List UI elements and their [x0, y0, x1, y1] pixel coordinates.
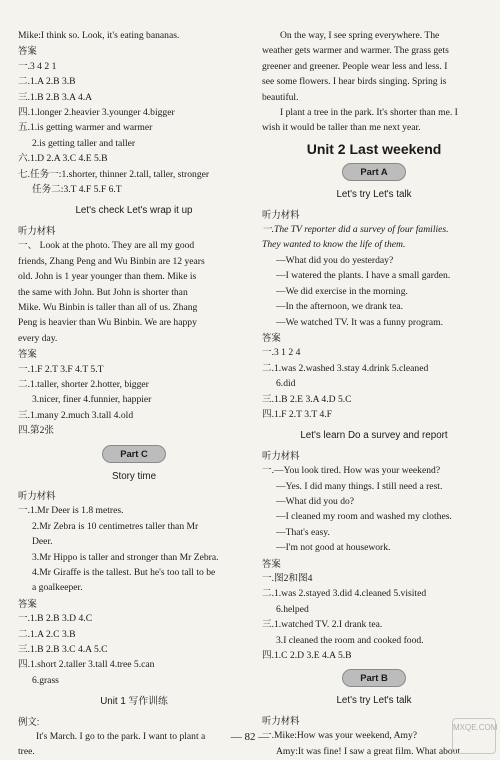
answers-label: 答案 — [18, 348, 37, 360]
answer-line: 3.nicer, finer 4.funnier, happier — [32, 394, 152, 406]
answer-line: 五.1.is getting warmer and warmer — [18, 122, 153, 134]
listening-line: 一.1.Mr Deer is 1.8 metres. — [18, 505, 124, 517]
passage-line: every day. — [18, 332, 58, 344]
listening-label: 听力材料 — [18, 224, 56, 236]
answer-line: 3.I cleaned the room and cooked food. — [276, 634, 424, 646]
listening-line: 一.—You look tired. How was your weekend? — [262, 465, 441, 477]
passage-line: Mike. Wu Binbin is taller than all of us. Zhang — [18, 301, 198, 313]
section-title-check: Let's check Let's wrap it up — [75, 205, 193, 217]
example-line: It's March. I go to the park. I want to plant a — [36, 731, 206, 743]
essay-line: On the way, I see spring everywhere. The — [280, 30, 440, 41]
answer-line: 6.helped — [276, 603, 309, 615]
answer-line: 一.3 1 2 4 — [262, 347, 301, 359]
listening-label: 听力材料 — [262, 208, 300, 220]
listening-line: —What did you do? — [276, 495, 355, 507]
listening-label: 听力材料 — [262, 714, 300, 726]
answer-line: 2.is getting taller and taller — [32, 137, 136, 149]
answer-line: 6.grass — [32, 674, 59, 686]
answer-line: 三.1.B 2.B 3.A 4.A — [18, 91, 93, 103]
listening-line: 4.Mr Giraffe is the tallest. But he's too tall to be — [32, 567, 216, 578]
left-column — [18, 28, 250, 760]
listening-line: —We watched TV. It was a funny program. — [276, 316, 443, 328]
essay-line: beautiful. — [262, 91, 299, 103]
part-c-badge: Part C — [102, 445, 166, 463]
listening-line: They wanted to know the life of them. — [262, 239, 406, 251]
essay-line: greener and greener. People wear less and less. I — [262, 60, 448, 72]
answer-line: 三.1.many 2.much 3.tall 4.old — [18, 409, 134, 421]
listening-label: 听力材料 — [18, 489, 56, 501]
listening-line: 一.Mike:How was your weekend, Amy? — [262, 730, 418, 742]
answers-label: 答案 — [262, 331, 281, 343]
part-b-badge: Part B — [342, 669, 406, 687]
listening-line: a goalkeeper. — [32, 582, 83, 594]
part-a-badge: Part A — [342, 163, 406, 181]
answer-line: 任务二:3.T 4.F 5.F 6.T — [32, 184, 122, 196]
right-column — [262, 28, 486, 759]
answer-line: 三.1.B 2.B 3.C 4.A 5.C — [18, 644, 108, 656]
listening-line: 一.The TV reporter did a survey of four families. — [262, 224, 449, 236]
answers-label: 答案 — [18, 45, 37, 57]
section-title-try-talk: Let's try Let's talk — [336, 189, 412, 201]
listening-line: 3.Mr Hippo is taller and stronger than Mr Zebra. — [32, 551, 219, 563]
listening-line: 2.Mr Zebra is 10 centimetres taller than Mr — [32, 520, 199, 532]
listening-line: —What did you do yesterday? — [276, 254, 394, 266]
listening-line: —We did exercise in the morning. — [276, 285, 408, 297]
answer-line: 一.图2和图4 — [262, 573, 313, 584]
answer-line: 四.第2张 — [18, 425, 54, 437]
answer-line: 四.1.longer 2.heavier 3.younger 4.bigger — [18, 107, 175, 119]
answer-line: 二.1.taller, shorter 2.hotter, bigger — [18, 378, 149, 390]
passage-line: 一、 Look at the photo. They are all my good — [18, 240, 195, 252]
listening-passage — [18, 238, 250, 346]
answer-line: 二.1.A 2.B 3.B — [18, 76, 76, 88]
section-title-try-talk-b: Let's try Let's talk — [336, 695, 412, 707]
answer-line: 一.1.F 2.T 3.F 4.T 5.T — [18, 363, 104, 375]
answer-line: 二.1.was 2.washed 3.stay 4.drink 5.cleaned — [262, 362, 429, 374]
listening-line: —That's easy. — [276, 526, 330, 538]
watermark-logo: MXQE.COM — [452, 718, 496, 754]
answer-line: 二.1.A 2.C 3.B — [18, 628, 76, 640]
answer-line: 三.1.B 2.E 3.A 4.D 5.C — [262, 393, 352, 405]
listening-label: 听力材料 — [262, 449, 300, 461]
answer-line: 二.1.was 2.stayed 3.did 4.cleaned 5.visited — [262, 588, 427, 600]
page-number: — 82 — — [230, 731, 270, 743]
essay-line: wish it would be taller than me next year. — [262, 122, 421, 134]
example-line: tree. — [18, 746, 35, 758]
answer-line: 七.任务一:1.shorter, thinner 2.tall, taller, stronger — [18, 168, 210, 180]
answers-label: 答案 — [18, 597, 37, 609]
listening-line: —Yes. I did many things. I still need a rest. — [276, 480, 443, 492]
dialogue-line: Mike:I think so. Look, it's eating bananas. — [18, 30, 180, 41]
section-title-learn: Let's learn Do a survey and report — [300, 430, 448, 442]
answer-line: 一.1.B 2.B 3.D 4.C — [18, 613, 93, 625]
listening-line: —In the afternoon, we drank tea. — [276, 301, 404, 313]
unit-2-title: Unit 2 Last weekend — [306, 140, 442, 157]
answer-line: 6.did — [276, 378, 296, 390]
answer-line: 四.1.short 2.taller 3.tall 4.tree 5.can — [18, 659, 155, 671]
essay-line: I plant a tree in the park. It's shorter than me. I — [280, 107, 458, 119]
answer-line: 六.1.D 2.A 3.C 4.E 5.B — [18, 153, 108, 165]
answer-line: 三.1.watched TV. 2.I drank tea. — [262, 619, 383, 631]
passage-line: the same with John. But John is shorter than — [18, 286, 188, 298]
listening-line: —I cleaned my room and washed my clothes. — [276, 511, 452, 523]
passage-line: friends, Zhang Peng and Wu Binbin are 12 years — [18, 255, 205, 267]
answer-line: 四.1.F 2.T 3.T 4.F — [262, 408, 333, 420]
example-label: 例文: — [18, 715, 40, 727]
listening-line: Deer. — [32, 536, 53, 548]
answer-line: 四.1.C 2.D 3.E 4.A 5.B — [262, 650, 352, 662]
listening-line: —I'm not good at housework. — [276, 542, 391, 554]
listening-line: Amy:It was fine! I saw a great film. What about — [276, 745, 461, 757]
answers-label: 答案 — [262, 557, 281, 569]
section-title-story: Story time — [111, 470, 157, 482]
essay-line: weather gets warmer and warmer. The grass gets — [262, 45, 449, 57]
answer-line: 一.3 4 2 1 — [18, 60, 57, 72]
listening-line: —I watered the plants. I have a small garden. — [276, 270, 451, 282]
section-title-writing: Unit 1 写作训练 — [100, 696, 168, 708]
passage-line: Peng is heavier than Wu Binbin. We are happy — [18, 317, 197, 329]
essay-line: see some flowers. I hear birds singing. Spring is — [262, 76, 447, 88]
passage-line: old. John is 1 year younger than them. Mike is — [18, 271, 197, 283]
